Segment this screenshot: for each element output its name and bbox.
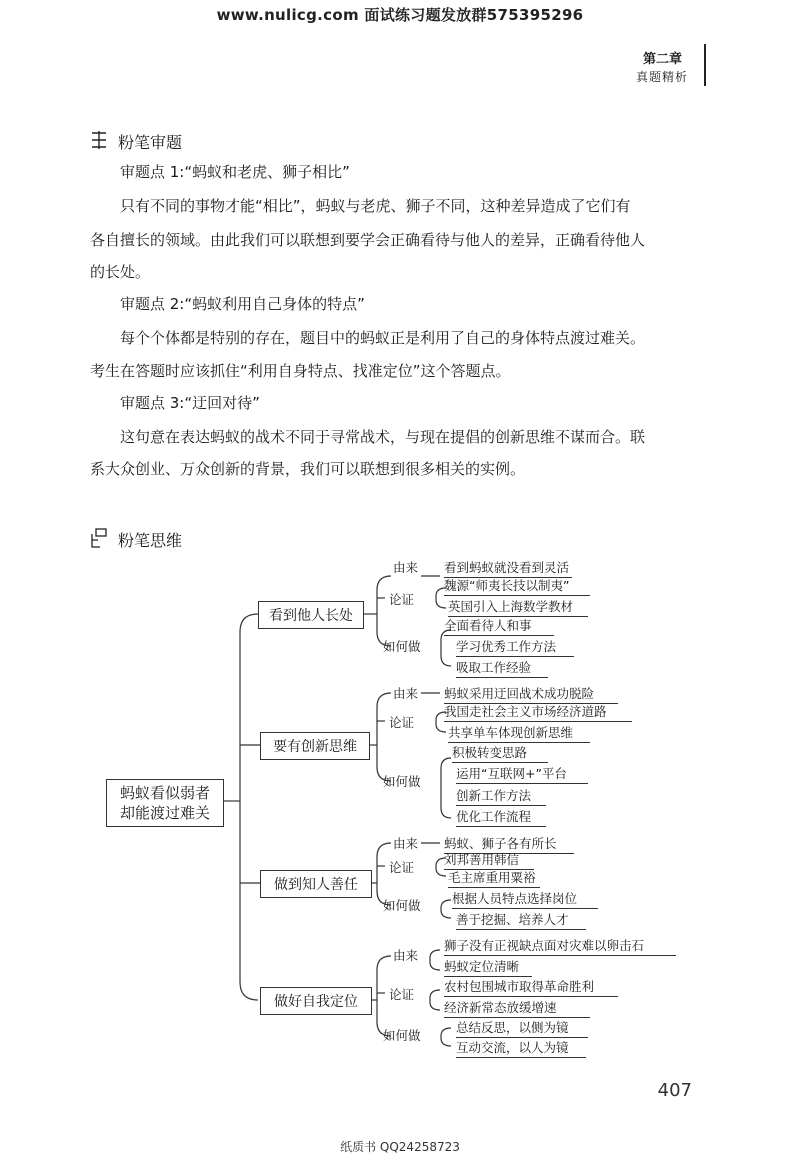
leaf-item: 狮子没有正视缺点面对灾难以卵击石 bbox=[444, 936, 676, 956]
section-icon bbox=[90, 130, 108, 150]
group-label: 论证 bbox=[389, 715, 415, 730]
leaf-item: 互动交流，以人为镜 bbox=[456, 1038, 586, 1058]
leaf-item: 刘邦善用韩信 bbox=[444, 850, 534, 870]
footer-text: 纸质书 QQ24258723 bbox=[340, 1140, 460, 1154]
leaf-item: 看到蚂蚁就没看到灵活 bbox=[444, 558, 572, 578]
paragraph-line: 考生在答题时应该抓住“利用自身特点、找准定位”这个答题点。 bbox=[90, 362, 511, 380]
mindmap-root: 蚂蚁看似弱者 却能渡过难关 bbox=[106, 779, 224, 827]
leaf-item: 全面看待人和事 bbox=[444, 616, 554, 636]
page-number: 407 bbox=[657, 1080, 692, 1101]
paragraph-line: 只有不同的事物才能“相比”，蚂蚁与老虎、狮子不同，这种差异造成了它们有 bbox=[120, 197, 631, 215]
leaf-item: 根据人员特点选择岗位 bbox=[452, 889, 598, 909]
branch-node: 看到他人长处 bbox=[258, 601, 364, 629]
group-label: 如何做 bbox=[383, 1028, 421, 1043]
paragraph-line: 各自擅长的领域。由此我们可以联想到要学会正确看待与他人的差异，正确看待他人 bbox=[90, 231, 646, 249]
header-divider bbox=[704, 44, 706, 86]
leaf-item: 优化工作流程 bbox=[456, 807, 546, 827]
paragraph-line: 系大众创业、万众创新的背景，我们可以联想到很多相关的实例。 bbox=[90, 460, 526, 478]
paragraph-line: 这句意在表达蚂蚁的战术不同于寻常战术，与现在提倡的创新思维不谋而合。联 bbox=[120, 428, 646, 446]
group-label: 由来 bbox=[393, 948, 419, 963]
section-title-mindmap: 粉笔思维 bbox=[118, 531, 183, 550]
leaf-item: 学习优秀工作方法 bbox=[456, 637, 574, 657]
group-label: 由来 bbox=[393, 686, 419, 701]
chapter-subtitle: 真题精析 bbox=[635, 70, 688, 84]
leaf-item: 经济新常态放缓增速 bbox=[444, 998, 590, 1018]
leaf-item: 毛主席重用粟裕 bbox=[448, 868, 540, 888]
leaf-item: 积极转变思路 bbox=[452, 743, 548, 763]
branch-node: 做好自我定位 bbox=[260, 987, 372, 1015]
leaf-item: 总结反思，以侧为镜 bbox=[456, 1018, 588, 1038]
leaf-item: 魏源“师夷长技以制夷” bbox=[444, 576, 590, 596]
section-title-review: 粉笔审题 bbox=[118, 133, 183, 152]
leaf-item: 蚂蚁定位清晰 bbox=[444, 957, 532, 977]
section-icon bbox=[90, 528, 108, 548]
review-point-heading: 审题点 2:“蚂蚁利用自己身体的特点” bbox=[120, 295, 365, 313]
leaf-item: 善于挖掘、培养人才 bbox=[456, 910, 586, 930]
group-label: 论证 bbox=[389, 592, 415, 607]
review-point-heading: 审题点 3:“迂回对待” bbox=[120, 394, 260, 412]
group-label: 论证 bbox=[389, 860, 415, 875]
chapter-title: 第二章 bbox=[642, 52, 682, 67]
group-label: 由来 bbox=[393, 560, 419, 575]
leaf-item: 共享单车体现创新思维 bbox=[448, 723, 590, 743]
branch-node: 要有创新思维 bbox=[260, 732, 370, 760]
leaf-item: 我国走社会主义市场经济道路 bbox=[444, 702, 632, 722]
group-label: 论证 bbox=[389, 987, 415, 1002]
branch-node: 做到知人善任 bbox=[260, 870, 372, 898]
top-banner: www.nulicg.com 面试练习题发放群575395296 bbox=[216, 6, 584, 24]
group-label: 如何做 bbox=[383, 774, 421, 789]
group-label: 如何做 bbox=[383, 639, 421, 654]
leaf-item: 吸取工作经验 bbox=[456, 658, 548, 678]
leaf-item: 英国引入上海数学教材 bbox=[448, 597, 588, 617]
group-label: 如何做 bbox=[383, 898, 421, 913]
leaf-item: 运用“互联网+”平台 bbox=[456, 764, 588, 784]
leaf-item: 蚂蚁、狮子各有所长 bbox=[444, 834, 574, 854]
leaf-item: 创新工作方法 bbox=[456, 786, 546, 806]
paragraph-line: 的长处。 bbox=[90, 263, 151, 281]
paragraph-line: 每个个体都是特别的存在，题目中的蚂蚁正是利用了自己的身体特点渡过难关。 bbox=[120, 329, 646, 347]
group-label: 由来 bbox=[393, 836, 419, 851]
review-point-heading: 审题点 1:“蚂蚁和老虎、狮子相比” bbox=[120, 163, 350, 181]
leaf-item: 蚂蚁采用迂回战术成功脱险 bbox=[444, 684, 618, 704]
leaf-item: 农村包围城市取得革命胜利 bbox=[444, 977, 618, 997]
